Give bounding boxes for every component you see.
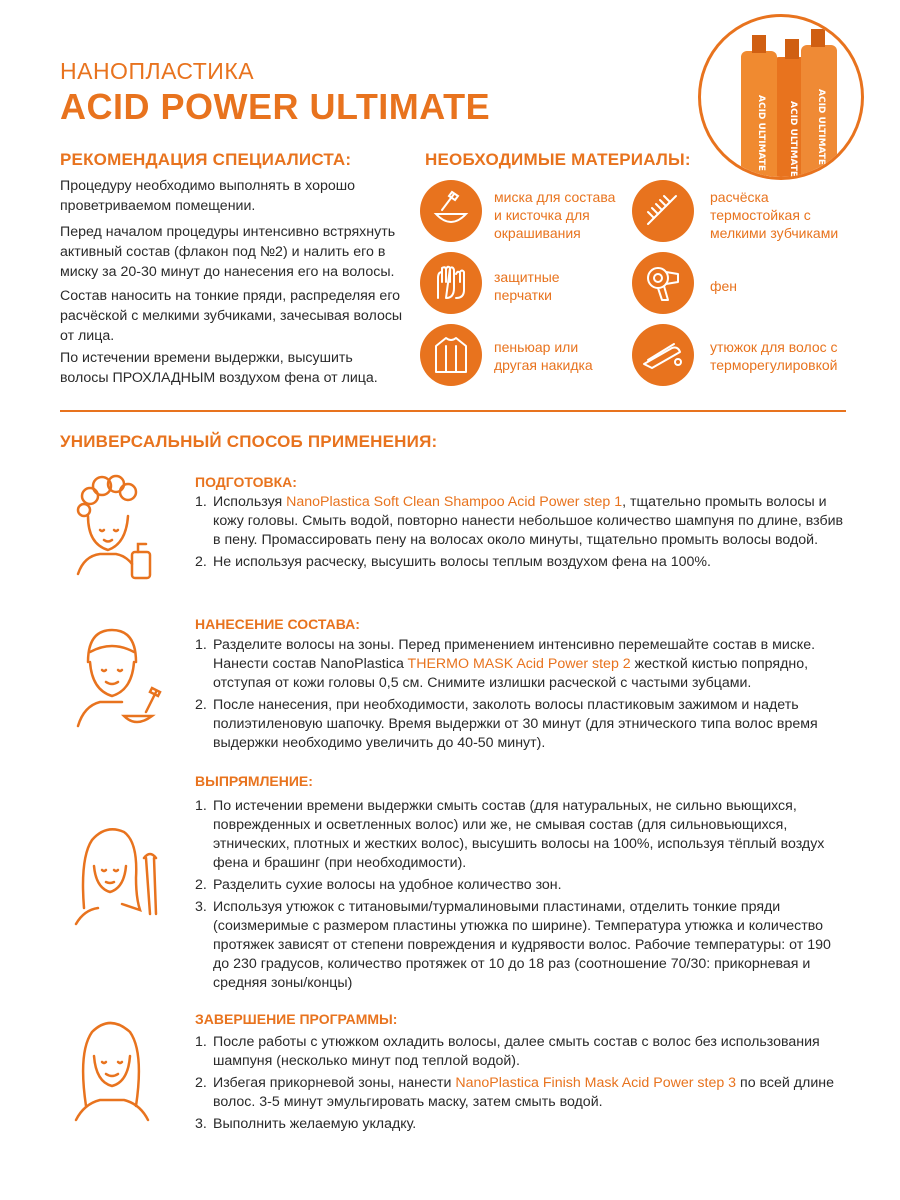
list-item: 1. Используя NanoPlastica Soft Clean Shampoo Acid Power step 1, тщательно промыть волосы и кожу головы. Смыть водой, повторно нанести небольшое количество шампуня по длине, взбив в пену. Промассировать пену на волосах около минуты, тщательно промыть волосы водой. (195, 494, 844, 548)
list-item: 2. Избегая прикорневой зоны, нанести NanoPlastica Finish Mask Acid Power step 3 по всей длине волос. 3-5 минут эмульгировать маску, затем смыть водой. (195, 1075, 834, 1110)
recommendation-paragraph-4: По истечении времени выдержки, высушить волосы ПРОХЛАДНЫМ воздухом фена от лица. (60, 350, 378, 386)
list-item: 1. После работы с утюжком охладить волосы, далее смыть состав с волос без использования шампуня (несколько минут под теплой водой). (195, 1034, 820, 1069)
material-label-hairdryer: фен (710, 278, 738, 294)
flat-iron-icon (632, 324, 694, 386)
material-label-flat-iron: утюжок для волос с терморегулировкой (710, 339, 838, 373)
section-divider (60, 410, 846, 412)
bottle-label-2: ACID ULTIMATE (788, 101, 798, 177)
step-preparation-title: ПОДГОТОВКА: (195, 474, 297, 490)
list-item: 3. Используя утюжок с титановыми/турмалиновыми пластинами, отделить тонкие пряди (соизмеримые с размером пластины утюжка по ширине). Температура утюжка и количество протяжек зависят от степени повреждения и кудрявости волос. Рабочие температуры: от 190 до 230 градусов, количество протяжек от 10 до 18 раз (соотношение 70/30: прикорневая и средняя зоны/концы) (195, 899, 831, 991)
list-item: 1. По истечении времени выдержки смыть состав (для натуральных, не сильно вьющихся, поврежденных и осветленных волос) или же, не смывая состав (для сильновьющихся, этнических, плотных и жестких волос), высушить волосы на 100%, используя тёплый воздух фена и брашинг (при необходимости). (195, 798, 825, 871)
step-preparation-list (195, 493, 850, 575)
page-title: ACID POWER ULTIMATE (60, 86, 491, 127)
bottle-label-3: ACID ULTIMATE (816, 89, 826, 166)
step-finish-list (195, 1033, 850, 1137)
recommendation-paragraph-1: Процедуру необходимо выполнять в хорошо проветриваемом помещении. (60, 178, 356, 214)
list-item: 2. Разделить сухие волосы на удобное количество зон. (195, 877, 562, 893)
step-application-title: НАНЕСЕНИЕ СОСТАВА: (195, 616, 360, 632)
bottle-label-1: ACID ULTIMATE (756, 95, 766, 172)
recommendation-paragraph-3: Состав наносить на тонкие пряди, распределяя его расчёской с мелкими зубчиками, зачесывая волосы от лица. (60, 288, 403, 344)
cape-icon (420, 324, 482, 386)
product-bottles-image (698, 14, 864, 180)
recommendation-paragraph-2: Перед началом процедуры интенсивно встряхнуть активный состав (флакон под №2) и налить его в миску за 20-30 минут до нанесения его на волосы. (60, 224, 396, 280)
comb-icon (632, 180, 694, 242)
material-label-gloves: защитные перчатки (494, 269, 560, 303)
materials-heading: НЕОБХОДИМЫЕ МАТЕРИАЛЫ: (425, 150, 691, 169)
step-straightening-title: ВЫПРЯМЛЕНИЕ: (195, 773, 313, 789)
brand-subtitle: НАНОПЛАСТИКА (60, 58, 255, 84)
material-label-comb: расчёска термостойкая с мелкими зубчиками (710, 189, 839, 241)
list-item: 2. Не используя расческу, высушить волосы теплым воздухом фена на 100%. (195, 554, 711, 570)
foam-wash-icon (70, 474, 160, 584)
apply-mask-icon (70, 622, 170, 732)
list-item: 2. После нанесения, при необходимости, заколоть волосы пластиковым зажимом и надеть полиэтиленовую шапочку. Время выдержки от 30 минут (для этнического типа волос время выдержки необходимо увеличить до 40-50 минут). (195, 697, 818, 751)
step-finish-title: ЗАВЕРШЕНИЕ ПРОГРАММЫ: (195, 1011, 398, 1027)
recommendation-heading: РЕКОМЕНДАЦИЯ СПЕЦИАЛИСТА: (60, 150, 352, 169)
finish-styling-icon (70, 1012, 160, 1122)
method-heading: УНИВЕРСАЛЬНЫЙ СПОСОБ ПРИМЕНЕНИЯ: (60, 432, 438, 451)
material-label-bowl: миска для состава и кисточка для окрашивания (494, 189, 616, 241)
straightening-icon (70, 818, 170, 928)
step-straightening-list (195, 797, 850, 996)
material-label-cape: пеньюар или другая накидка (494, 339, 593, 373)
list-item: 1. Разделите волосы на зоны. Перед применением интенсивно перемешайте состав в миске. Нанести состав NanoPlastica THERMO MASK Acid Power step 2 жесткой кистью попрядно, отступая от кожи головы 0,5 см. Снимите излишки расческой с частыми зубцами. (195, 637, 816, 691)
hairdryer-icon (632, 252, 694, 314)
gloves-icon (420, 252, 482, 314)
bowl-brush-icon (420, 180, 482, 242)
step-application-list (195, 636, 850, 756)
list-item: 3. Выполнить желаемую укладку. (195, 1116, 417, 1132)
